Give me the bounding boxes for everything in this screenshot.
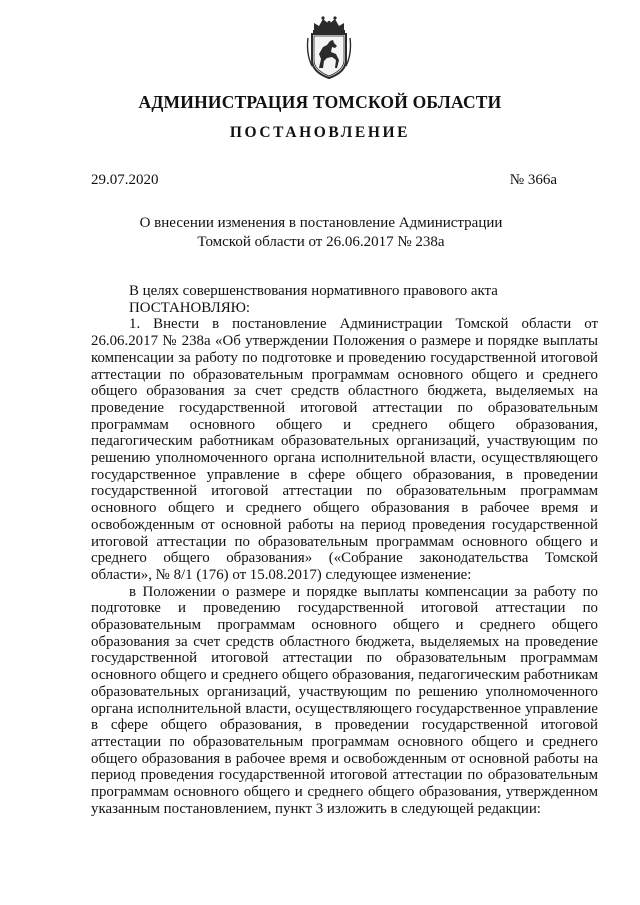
tomsk-coat-of-arms-icon (306, 14, 352, 80)
document-subject (91, 214, 551, 251)
document-number: № 366а (509, 172, 557, 188)
item-1-paragraph: 1. Внести в постановление Администрации Томской области от 26.06.2017 № 238а «Об утверждении Положения о размере и порядке выплаты компенсации за работу по подготовке и проведению государственной итоговой аттестации по образовательным программам основного общего и среднего общего образования за счет средств областного бюджета, выделяемых на проведение государственной итоговой аттестации по образовательным программам основного общего и среднего общего образования, педагогическим работникам образовательных организаций, участвующим по решению уполномоченного органа исполнительной власти, осуществляющего государственное управление в сфере общего образования, в проведении государственной итоговой аттестации по образовательным программам основного общего и среднего общего образования в рабочее время и освобожденным от основной работы на период проведения государственной итоговой аттестации по образовательным программам основного общего и среднего общего образования» («Собрание законодательства Томской области», № 8/1 (176) от 15.08.2017) следующее изменение: (91, 316, 598, 583)
preamble-paragraph: В целях совершенствования нормативного правового акта (129, 283, 498, 299)
document-date: 29.07.2020 (91, 172, 159, 188)
document-body (91, 283, 598, 818)
decree-word: ПОСТАНОВЛЯЮ: (129, 299, 251, 316)
subject-line-2: Томской области от 26.06.2017 № 238а (197, 233, 445, 250)
document-type-title: ПОСТАНОВЛЕНИЕ (229, 124, 411, 141)
organization-title: АДМИНИСТРАЦИЯ ТОМСКОЙ ОБЛАСТИ (138, 92, 502, 112)
subject-line-1: О внесении изменения в постановление Администрации (139, 215, 503, 231)
item-1-detail-paragraph: в Положении о размере и порядке выплаты компенсации за работу по подготовке и проведению государственной итоговой аттестации по образовательным программам основного общего и среднего общего образования за счет средств областного бюджета, выделяемых на проведение государственной итоговой аттестации по образовательным программам основного общего и среднего общего образования, педагогическим работникам образовательных организаций, участвующим по решению уполномоченного органа исполнительной власти, осуществляющего государственное управление в сфере общего образования, в проведении государственной итоговой аттестации по образовательным программам основного общего и среднего общего образования в рабочее время и освобожденным от основной работы на период проведения государственной итоговой аттестации по образовательным программам основного общего и среднего общего образования, утвержденном указанным постановлением, пункт 3 изложить в следующей редакции: (91, 583, 598, 817)
